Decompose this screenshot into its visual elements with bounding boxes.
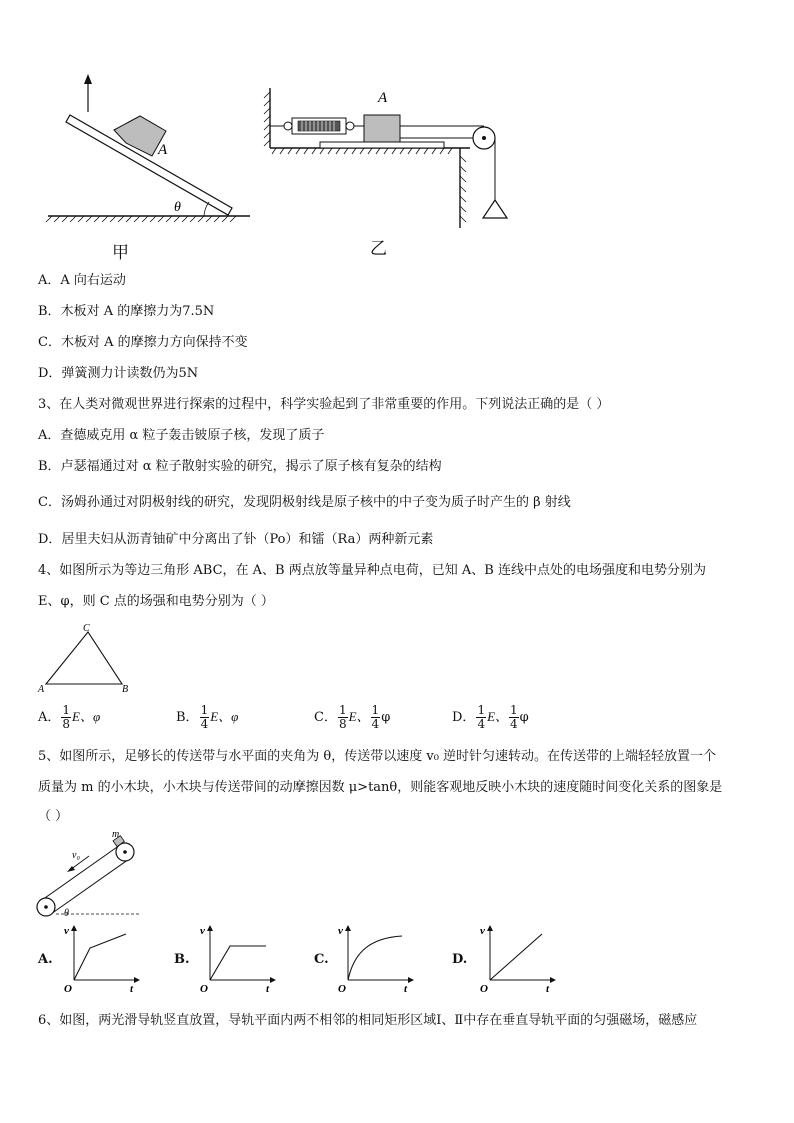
q4-stem-line1: 4、如图所示为等边三角形 ABC，在 A、B 两点放等量异种点电荷，已知 A、B 连线中点处的电场强度和电势分别为	[38, 563, 706, 578]
pulley-diagram	[262, 82, 522, 242]
svg-text:v: v	[338, 925, 343, 937]
svg-text:v: v	[200, 925, 205, 937]
triangle-abc-figure	[36, 622, 146, 698]
svg-text:v: v	[64, 925, 69, 937]
q2-option-c: C．木板对 A 的摩擦力方向保持不变	[38, 335, 248, 350]
svg-text:O: O	[200, 983, 208, 994]
incline-diagram	[40, 70, 250, 260]
triangle-label-c: C	[83, 623, 90, 634]
q4-option-c: C． $\frac{1}{8}$ E、 $\frac{1}{4}$ φ	[314, 703, 391, 731]
graph-a	[62, 922, 142, 994]
belt-label-m: m	[112, 829, 120, 840]
q3-option-c: C．汤姆孙通过对阴极射线的研究，发现阴极射线是原子核中的中子变为质子时产生的 β 射线	[38, 495, 571, 510]
q4-option-d: D． $\frac{1}{4}$ E、 $\frac{1}{4}$ φ	[452, 703, 529, 731]
q2-option-d: D．弹簧测力计读数仍为5N	[38, 366, 199, 381]
triangle-label-a: A	[38, 684, 45, 695]
q3-option-a: A．查德威克用 α 粒子轰击铍原子核，发现了质子	[38, 428, 325, 443]
belt-label-theta: θ	[64, 908, 69, 918]
q3-option-d: D．居里夫妇从沥青铀矿中分离出了钋（Po）和镭（Ra）两种新元素	[38, 532, 434, 547]
svg-text:O: O	[480, 983, 488, 994]
conveyor-belt-figure	[34, 828, 144, 918]
svg-text:t: t	[546, 983, 550, 994]
svg-text:t: t	[266, 983, 270, 994]
triangle-label-b: B	[122, 684, 129, 695]
block-a-label: A	[158, 142, 168, 158]
graph-a-key: A.	[38, 952, 53, 967]
graph-b-key: B.	[174, 952, 190, 967]
graph-d-key: D.	[452, 952, 468, 967]
graph-b	[198, 922, 278, 994]
svg-text:O: O	[64, 983, 72, 994]
block-a-label-yi: A	[378, 90, 388, 106]
graph-d	[478, 922, 558, 994]
q4-option-b: B． $\frac{1}{4}$ E、φ	[176, 703, 239, 731]
q5-stem-line2: 质量为 m 的小木块，小木块与传送带间的动摩擦因数 μ>tanθ，则能客观地反映小木块的速度随时间变化关系的图象是	[38, 780, 723, 795]
figure-jia	[40, 70, 250, 263]
q5-stem-line1: 5、如图所示，足够长的传送带与水平面的夹角为 θ，传送带以速度 v₀ 逆时针匀速转动。在传送带的上端轻轻放置一个	[38, 749, 717, 764]
q3-stem: 3、在人类对微观世界进行探索的过程中，科学实验起到了非常重要的作用。下列说法正确的是（ ）	[38, 397, 610, 412]
svg-text:O: O	[338, 983, 346, 994]
graph-c	[336, 922, 416, 994]
svg-text:t: t	[130, 983, 134, 994]
q4-stem-line2: E、φ，则 C 点的场强和电势分别为（ ）	[38, 594, 274, 609]
triangle-diagram	[36, 622, 146, 698]
q5-stem-line3: （ ）	[38, 809, 69, 824]
caption-jia: 甲	[112, 243, 129, 263]
svg-text:v: v	[480, 925, 485, 937]
q3-option-b: B．卢瑟福通过对 α 粒子散射实验的研究，揭示了原子核有复杂的结构	[38, 459, 442, 474]
theta-label: θ	[174, 200, 181, 215]
figure-yi	[262, 82, 522, 262]
caption-yi: 乙	[370, 239, 387, 259]
graph-c-key: C.	[314, 952, 329, 967]
belt-label-v0: v₀	[72, 850, 80, 861]
conveyor-diagram	[34, 828, 144, 918]
q2-option-a: A．A 向右运动	[38, 273, 126, 288]
q4-option-a: A． $\frac{1}{8}$ E、φ	[38, 703, 101, 731]
svg-text:t: t	[404, 983, 408, 994]
q6-stem-line1: 6、如图，两光滑导轨竖直放置，导轨平面内两不相邻的相同矩形区域Ⅰ、Ⅱ中存在垂直导轨平面的匀强磁场，磁感应	[38, 1013, 698, 1028]
q2-option-b: B．木板对 A 的摩擦力为7.5N	[38, 304, 215, 319]
